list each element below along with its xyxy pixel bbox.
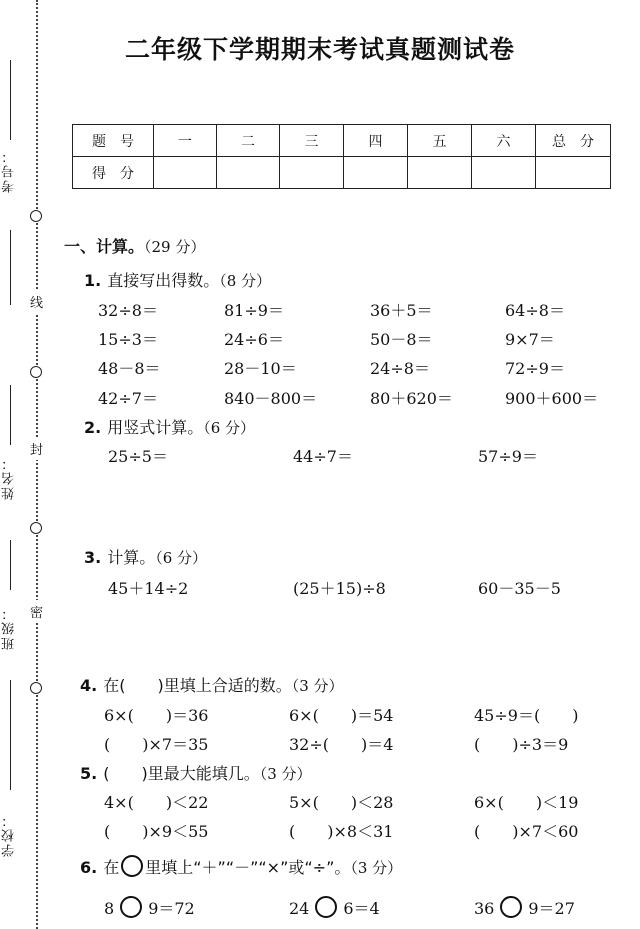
exam-number-line	[10, 60, 11, 140]
score-cell[interactable]	[217, 157, 280, 189]
question-text: 计算。	[107, 548, 156, 567]
q1-item: 24÷8＝	[370, 359, 430, 378]
q1-item: 9×7＝	[505, 330, 555, 349]
question-text: 在	[103, 858, 120, 877]
circle-icon	[121, 855, 143, 877]
score-cell[interactable]	[536, 157, 611, 189]
name-label: 姓名：	[2, 455, 17, 500]
question-6-heading	[80, 855, 402, 878]
exam-number-label: 考号：	[2, 148, 17, 193]
q1-item: 50－8＝	[370, 330, 433, 349]
question-text: 直接写出得数。	[107, 271, 220, 290]
q1-item: 36＋5＝	[370, 301, 433, 320]
question-points: （3 分）	[291, 677, 344, 695]
q1-item: 48－8＝	[98, 359, 161, 378]
question-1-heading	[84, 268, 271, 291]
question-text: 在( )里填上合适的数。	[103, 676, 292, 695]
operator-circle[interactable]	[500, 896, 522, 918]
question-points: （3 分）	[350, 859, 403, 877]
question-text: 里填上“＋”“－”“×”或“÷”。	[145, 858, 351, 877]
operand: 6＝4	[343, 899, 380, 918]
q5-item: ( )×9＜55	[104, 822, 209, 841]
q1-item: 64÷8＝	[505, 301, 565, 320]
school-label: 学校：	[2, 812, 17, 857]
question-number: 2.	[84, 418, 102, 437]
name-line-2	[10, 385, 11, 445]
question-3-heading	[84, 545, 207, 568]
operand: 9＝72	[148, 899, 195, 918]
binding-hole-1	[30, 210, 42, 222]
header-cell: 三	[280, 125, 344, 157]
q3-item: (25＋15)÷8	[293, 579, 386, 598]
header-cell: 总 分	[536, 125, 611, 157]
q5-item: 4×( )＜22	[104, 793, 209, 812]
q5-item: ( )×7＜60	[474, 822, 579, 841]
question-number: 5.	[80, 764, 98, 783]
score-cell[interactable]	[472, 157, 536, 189]
score-table-score-row	[73, 157, 611, 189]
q4-item: 6×( )＝54	[289, 706, 394, 725]
question-points: （6 分）	[155, 549, 208, 567]
q1-item: 72÷9＝	[505, 359, 565, 378]
header-cell: 一	[154, 125, 217, 157]
q1-item: 840－800＝	[224, 389, 318, 408]
question-number: 4.	[80, 676, 98, 695]
question-points: （3 分）	[259, 765, 312, 783]
operand: 36	[474, 899, 495, 918]
q6-item	[104, 896, 195, 919]
class-label: 班级：	[2, 605, 17, 650]
section-1-label: 一、计算。	[64, 237, 145, 256]
question-number: 6.	[80, 858, 98, 877]
q1-item: 15÷3＝	[98, 330, 158, 349]
operand: 24	[289, 899, 310, 918]
score-cell[interactable]	[344, 157, 408, 189]
score-cell[interactable]	[280, 157, 344, 189]
header-cell: 二	[217, 125, 280, 157]
binding-hole-2	[30, 366, 42, 378]
question-2-heading	[84, 415, 255, 438]
q1-item: 900＋600＝	[505, 389, 599, 408]
q1-item: 32÷8＝	[98, 301, 158, 320]
score-cell[interactable]	[154, 157, 217, 189]
question-number: 1.	[84, 271, 102, 290]
q6-item	[289, 896, 380, 919]
class-line	[10, 540, 11, 590]
q3-item: 60－35－5	[478, 579, 561, 598]
operator-circle[interactable]	[315, 896, 337, 918]
row-label-cell: 得 分	[73, 157, 154, 189]
binding-hole-3	[30, 522, 42, 534]
q2-item: 25÷5＝	[108, 447, 168, 466]
q6-item	[474, 896, 575, 919]
q2-item: 57÷9＝	[478, 447, 538, 466]
question-points: （6 分）	[203, 419, 256, 437]
q4-item: 45÷9＝( )	[474, 706, 579, 725]
question-text: ( )里最大能填几。	[103, 764, 260, 783]
binding-dotted-line	[36, 0, 38, 929]
side-word-seal: 封	[30, 437, 43, 460]
q1-item: 28－10＝	[224, 359, 297, 378]
q4-item: 6×( )＝36	[104, 706, 209, 725]
q4-item: 32÷( )＝4	[289, 735, 394, 754]
q5-item: ( )×8＜31	[289, 822, 394, 841]
q4-item: ( )÷3＝9	[474, 735, 569, 754]
header-cell: 题 号	[73, 125, 154, 157]
q1-item: 24÷6＝	[224, 330, 284, 349]
name-line	[10, 230, 11, 305]
question-text: 用竖式计算。	[107, 418, 204, 437]
question-number: 3.	[84, 548, 102, 567]
q4-item: ( )×7＝35	[104, 735, 209, 754]
question-5-heading	[80, 761, 312, 784]
q2-item: 44÷7＝	[293, 447, 353, 466]
operand: 9＝27	[528, 899, 575, 918]
page-title: 二年级下学期期末考试真题测试卷	[124, 35, 515, 64]
q1-item: 42÷7＝	[98, 389, 158, 408]
school-line	[10, 680, 11, 790]
operand: 8	[104, 899, 115, 918]
binding-hole-4	[30, 682, 42, 694]
header-cell: 四	[344, 125, 408, 157]
score-table-header-row	[73, 125, 611, 157]
header-cell: 六	[472, 125, 536, 157]
question-points: （8 分）	[219, 272, 272, 290]
q3-item: 45＋14÷2	[108, 579, 189, 598]
q1-item: 80＋620＝	[370, 389, 453, 408]
header-cell: 五	[408, 125, 472, 157]
side-word-secret: 密	[30, 600, 43, 623]
operator-circle[interactable]	[120, 896, 142, 918]
q5-item: 6×( )＜19	[474, 793, 579, 812]
section-1-points: （29 分）	[144, 238, 206, 256]
q1-item: 81÷9＝	[224, 301, 284, 320]
side-word-line: 线	[30, 290, 43, 313]
q5-item: 5×( )＜28	[289, 793, 394, 812]
score-cell[interactable]	[408, 157, 472, 189]
section-1-heading	[64, 234, 205, 257]
question-4-heading	[80, 673, 344, 696]
score-table	[72, 124, 611, 189]
